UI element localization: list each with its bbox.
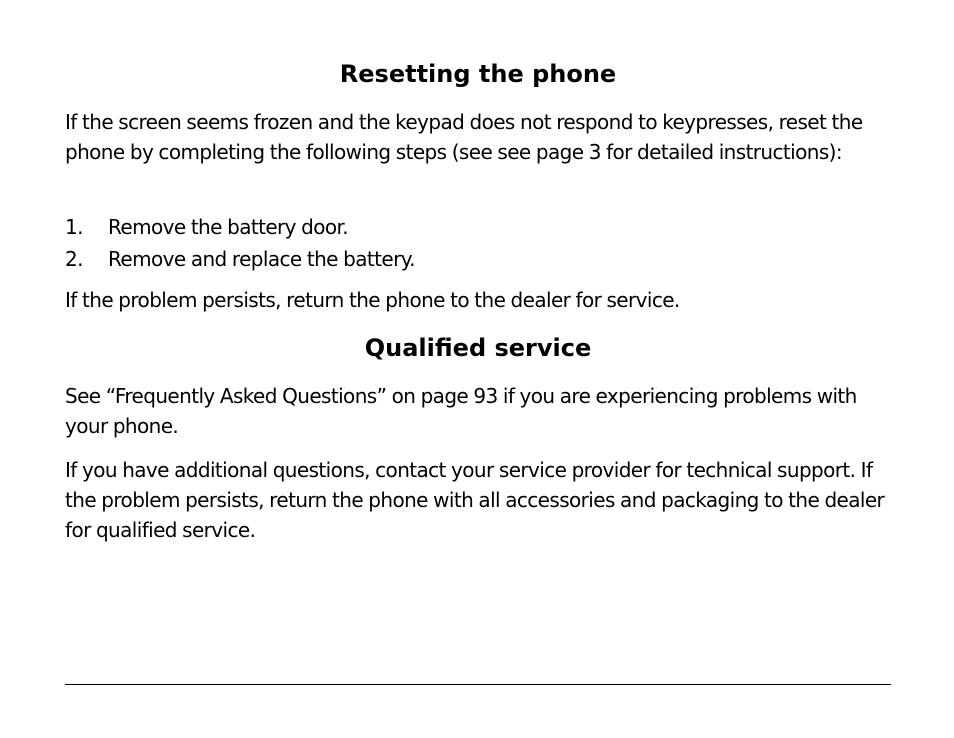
footer-rule (65, 684, 891, 685)
support-paragraph: If you have additional questions, contact your service provider for technical support. If the problem persists, return the phone with all accessories and packaging to the dealer for qualified service. (65, 458, 885, 542)
reset-outro-paragraph: If the problem persists, return the phone to the dealer for service. (65, 288, 680, 312)
step-text: Remove the battery door. (108, 215, 349, 239)
step-number: 1. (65, 215, 83, 239)
list-item (65, 211, 891, 243)
step-number: 2. (65, 247, 83, 271)
document-page (65, 0, 891, 738)
section-heading-qualified-service: Qualified service (364, 334, 592, 362)
reset-steps-list (65, 211, 891, 275)
faq-reference-paragraph: See “Frequently Asked Questions” on page 93 if you are experiencing problems with your phone. (65, 384, 857, 438)
reset-intro-paragraph: If the screen seems frozen and the keypad does not respond to keypresses, reset the phone by completing the following steps (see see page 3 for detailed instructions): (65, 110, 863, 164)
step-text: Remove and replace the battery. (108, 247, 415, 271)
section-heading-resetting: Resetting the phone (339, 60, 617, 88)
list-item (65, 243, 891, 275)
